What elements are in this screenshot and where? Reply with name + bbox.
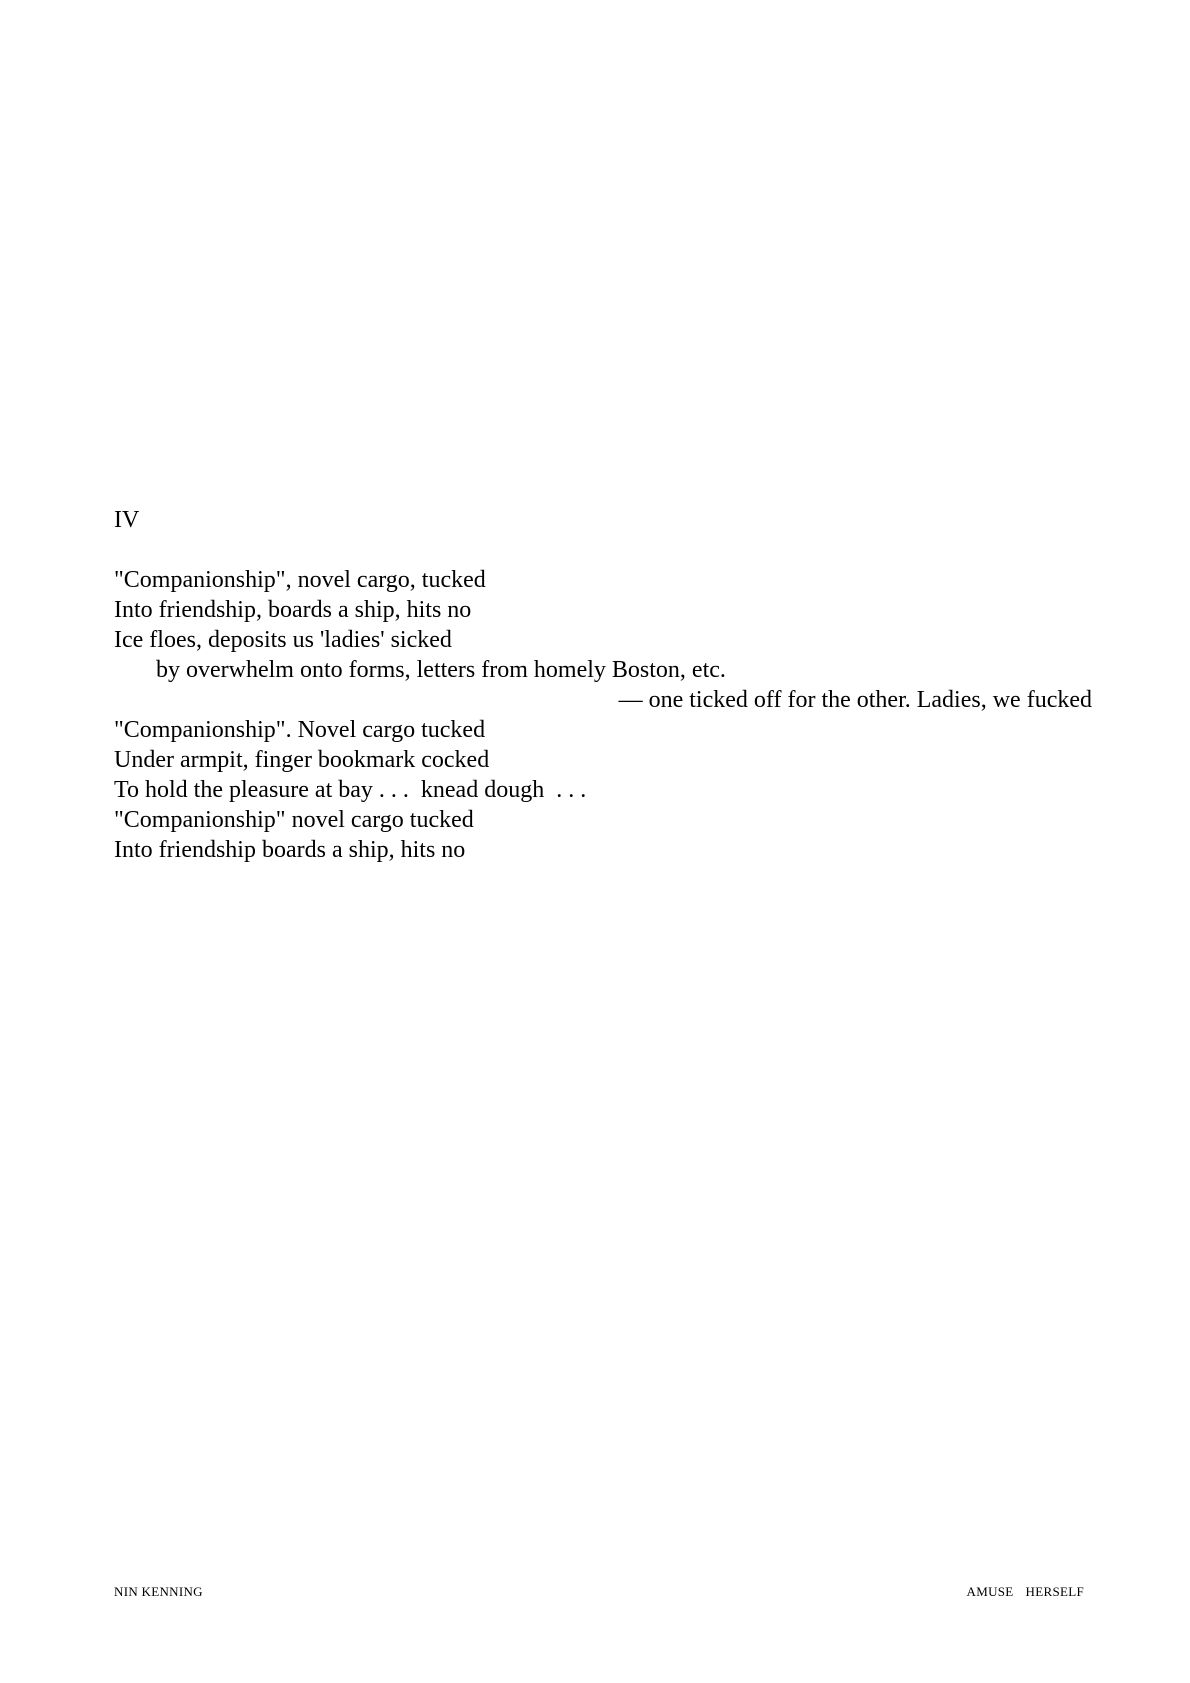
footer-title — [967, 1584, 1084, 1600]
footer-author: NIN KENNING — [114, 1584, 203, 1599]
poem-line-7: Under armpit, finger bookmark cocked — [114, 747, 490, 773]
poem — [114, 505, 1114, 865]
poem-line-4: by overwhelm onto forms, letters from homely Boston, etc. — [156, 657, 726, 683]
poem-line-5: — one ticked off for the other. Ladies, we fucked — [618, 687, 1092, 713]
footer-title-word-2: HERSELF — [1025, 1584, 1084, 1599]
poem-line-9: "Companionship" novel cargo tucked — [114, 807, 474, 833]
poem-line-10: Into friendship boards a ship, hits no — [114, 837, 466, 863]
poem-line-3: Ice floes, deposits us 'ladies' sicked — [114, 627, 452, 653]
poem-line-2: Into friendship, boards a ship, hits no — [114, 597, 472, 623]
section-heading: IV — [114, 507, 140, 533]
poem-line-8: To hold the pleasure at bay . . . knead dough . . . — [114, 777, 587, 803]
poem-line-1: "Companionship", novel cargo, tucked — [114, 567, 486, 593]
poem-line-6: "Companionship". Novel cargo tucked — [114, 717, 486, 743]
footer-title-word-1: AMUSE — [966, 1584, 1014, 1599]
